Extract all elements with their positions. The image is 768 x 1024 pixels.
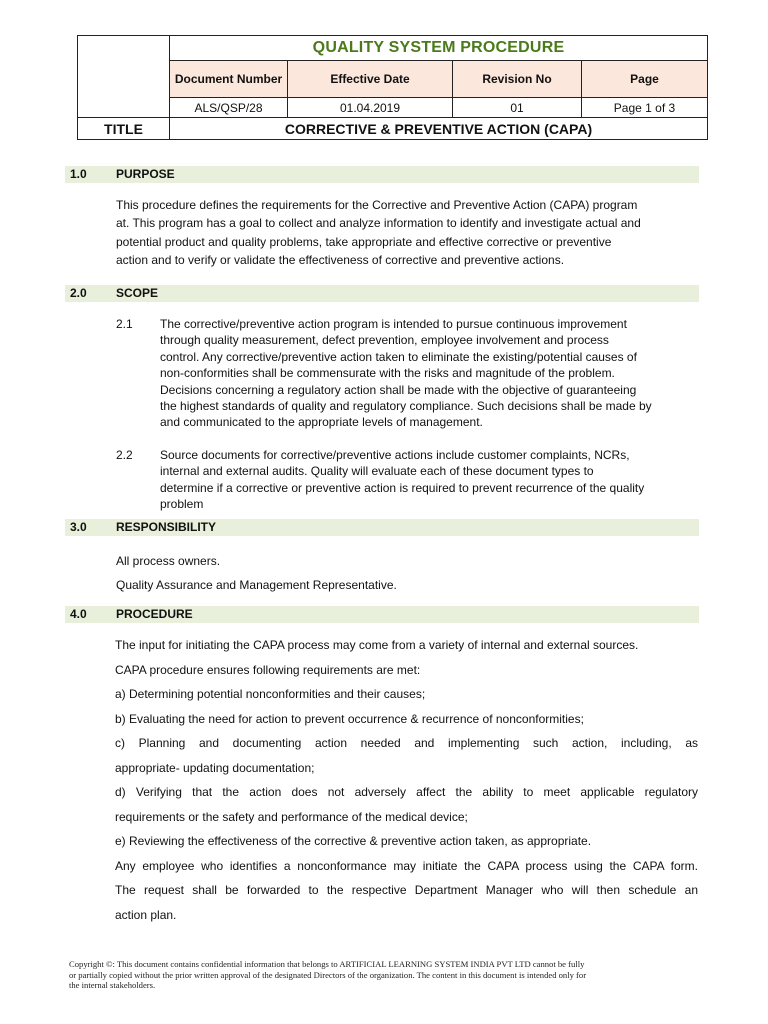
purpose-paragraph <box>116 196 700 269</box>
item-number: 2.1 <box>116 317 133 331</box>
text-line: e) Reviewing the effectiveness of the corrective & preventive action taken, as appropriate. <box>115 834 592 848</box>
text-line: c) Planning and documenting action needed and implementing such action, including, as <box>115 736 698 750</box>
text-line: the highest standards of quality and regulatory compliance. Such decisions shall be made by <box>160 399 652 414</box>
title-label: TITLE <box>78 118 170 140</box>
section-scope-heading <box>65 285 699 302</box>
text-line: control. Any corrective/preventive action taken to eliminate the existing/potential causes of <box>160 349 637 364</box>
text-line: a) Determining potential nonconformities and their causes; <box>115 687 426 701</box>
header-document-number: Document Number <box>170 61 288 98</box>
text-line: The request shall be forwarded to the respective Department Manager who will then schedule an <box>115 883 698 897</box>
text-line: Quality Assurance and Management Representative. <box>116 578 397 592</box>
text-line: action and to verify or validate the effectiveness of corrective and preventive actions. <box>116 252 565 267</box>
scope-item-2-1 <box>116 316 700 431</box>
section-number: 3.0 <box>70 520 87 534</box>
procedure-body <box>115 633 698 927</box>
section-title: SCOPE <box>116 286 159 300</box>
item-number: 2.2 <box>116 448 133 462</box>
section-title: RESPONSIBILITY <box>116 520 217 534</box>
text-line: at. This program has a goal to collect and analyze information to identify and investigate actual and <box>116 216 641 231</box>
header-effective-date: Effective Date <box>288 61 453 98</box>
copyright-footer <box>69 959 699 991</box>
text-line: appropriate- updating documentation; <box>115 760 315 775</box>
document-number-value: ALS/QSP/28 <box>170 98 288 118</box>
text-line: Decisions concerning a regulatory action shall be made with the objective of guaranteeing <box>160 382 637 397</box>
text-line: through quality measurement, defect prevention, employee involvement and process <box>160 333 609 348</box>
section-title: PROCEDURE <box>116 607 193 621</box>
text-line: Source documents for corrective/preventive actions include customer complaints, NCRs, <box>160 448 630 462</box>
section-procedure-heading <box>65 606 699 623</box>
text-line: problem <box>160 497 204 512</box>
text-line: Any employee who identifies a nonconformance may initiate the CAPA process using the CAPA form. <box>115 858 698 873</box>
text-line: potential product and quality problems, take appropriate and effective corrective or preventive <box>116 234 612 249</box>
text-line: requirements or the safety and performance of the medical device; <box>115 809 468 824</box>
text-line: The input for initiating the CAPA process may come from a variety of internal and external sources. <box>115 638 639 652</box>
header-revision-no: Revision No <box>453 61 582 98</box>
text-line: non-conformities shall be commensurate with the risks and magnitude of the problem. <box>160 366 615 381</box>
text-line: b) Evaluating the need for action to prevent occurrence & recurrence of nonconformities; <box>115 711 584 726</box>
logo-cell <box>78 36 170 118</box>
text-line: The corrective/preventive action program is intended to pursue continuous improvement <box>160 317 627 331</box>
document-title: CORRECTIVE & PREVENTIVE ACTION (CAPA) <box>170 118 708 140</box>
document-header-table <box>77 35 708 140</box>
scope-item-2-2 <box>116 447 700 513</box>
section-purpose-heading <box>65 166 699 183</box>
text-line: determine if a corrective or preventive action is required to prevent recurrence of the quality <box>160 480 645 495</box>
header-page: Page <box>582 61 708 98</box>
footer-line: or partially copied without the prior written approval of the designated Directors of the organization. The content in this document is intended only for <box>69 969 587 980</box>
text-line: d) Verifying that the action does not adversely affect the ability to meet applicable regulatory <box>115 785 698 799</box>
text-line: CAPA procedure ensures following requirements are met: <box>115 662 421 677</box>
footer-line: the internal stakeholders. <box>69 980 156 991</box>
revision-no-value: 01 <box>453 98 582 118</box>
text-line: internal and external audits. Quality will evaluate each of these document types to <box>160 464 594 479</box>
section-number: 2.0 <box>70 286 87 300</box>
system-title: QUALITY SYSTEM PROCEDURE <box>170 36 708 61</box>
footer-line: Copyright ©: This document contains confidential information that belongs to ARTIFICIAL LEARNING SYSTEM INDIA PVT LTD cannot be fully <box>69 959 585 969</box>
effective-date-value: 01.04.2019 <box>288 98 453 118</box>
section-responsibility-heading <box>65 519 699 536</box>
page-value: Page 1 of 3 <box>582 98 708 118</box>
section-title: PURPOSE <box>116 167 175 181</box>
section-number: 4.0 <box>70 607 87 621</box>
text-line: and communicated to the appropriate levels of management. <box>160 415 483 430</box>
responsibility-list <box>116 549 700 597</box>
text-line: action plan. <box>115 907 177 922</box>
section-number: 1.0 <box>70 167 87 181</box>
text-line: All process owners. <box>116 554 221 568</box>
text-line: This procedure defines the requirements for the Corrective and Preventive Action (CAPA) program <box>116 198 638 212</box>
